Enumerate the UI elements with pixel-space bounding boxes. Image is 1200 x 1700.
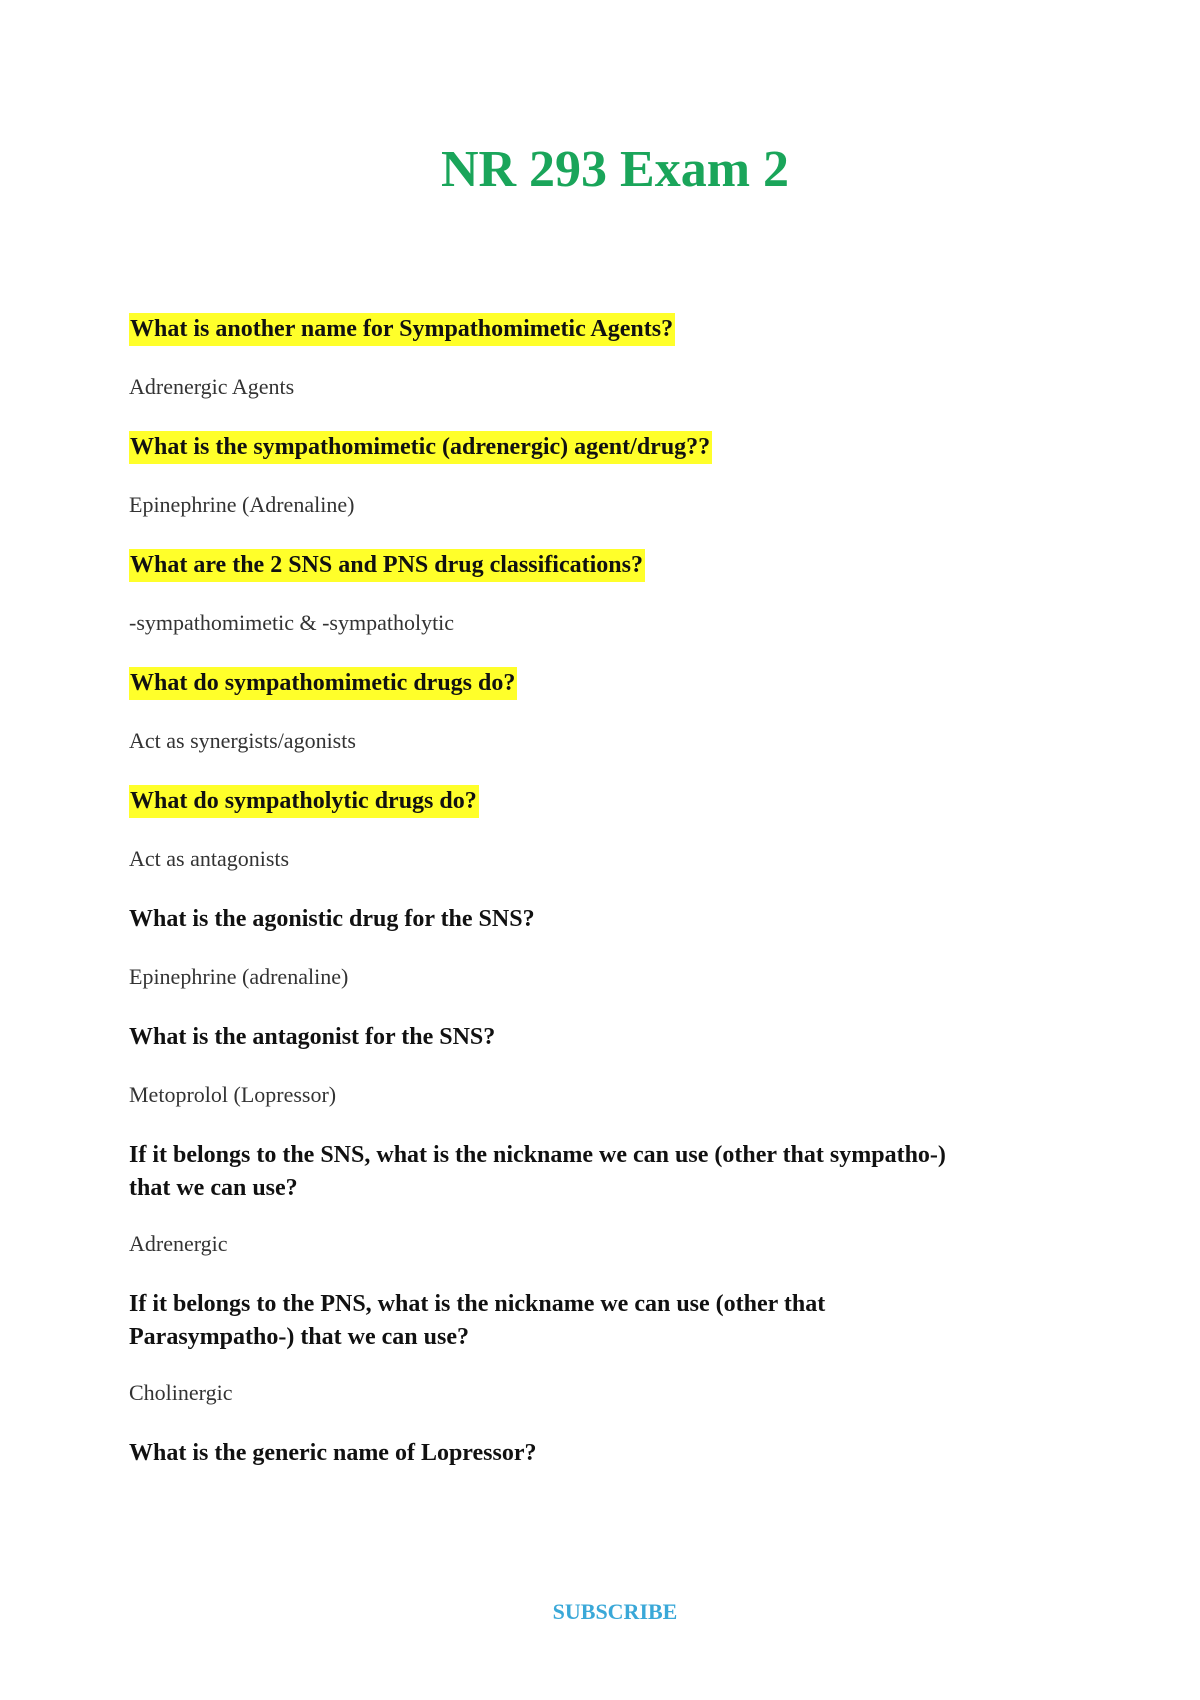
qa-item-7 bbox=[129, 1021, 1089, 1054]
answer: Epinephrine (adrenaline) bbox=[129, 964, 349, 989]
question-line-2: that we can use? bbox=[129, 1175, 298, 1201]
qa-item-8 bbox=[129, 1139, 1089, 1205]
qa-item-2 bbox=[129, 431, 1089, 464]
highlighted-question-text: What is the sympathomimetic (adrenergic) agent/drug?? bbox=[129, 431, 712, 464]
document-title: NR 293 Exam 2 bbox=[440, 141, 790, 198]
question bbox=[129, 431, 1089, 464]
qa-item-6 bbox=[129, 903, 1089, 936]
qa-item-4 bbox=[129, 667, 1089, 700]
question-line-1: If it belongs to the PNS, what is the nickname we can use (other that bbox=[129, 1291, 826, 1317]
question bbox=[129, 313, 1089, 346]
answer-9 bbox=[129, 1378, 1089, 1408]
answer-3 bbox=[129, 608, 1089, 638]
answer-2 bbox=[129, 490, 1089, 520]
qa-item-9 bbox=[129, 1288, 1089, 1354]
answer: Epinephrine (Adrenaline) bbox=[129, 492, 355, 517]
qa-item-10 bbox=[129, 1437, 1089, 1470]
highlighted-question-text: What do sympathomimetic drugs do? bbox=[129, 667, 517, 700]
answer: -sympathomimetic & -sympatholytic bbox=[129, 610, 455, 635]
question bbox=[129, 667, 1089, 700]
answer-6 bbox=[129, 962, 1089, 992]
answer: Act as antagonists bbox=[129, 846, 290, 871]
question-line-1: If it belongs to the SNS, what is the nickname we can use (other that sympatho-) bbox=[129, 1142, 946, 1168]
question bbox=[129, 549, 1089, 582]
answer: Cholinergic bbox=[129, 1380, 233, 1405]
qa-item-5 bbox=[129, 785, 1089, 818]
question: What is the agonistic drug for the SNS? bbox=[129, 906, 535, 932]
answer-1 bbox=[129, 372, 1089, 402]
answer: Act as synergists/agonists bbox=[129, 728, 356, 753]
highlighted-question-text: What are the 2 SNS and PNS drug classifications? bbox=[129, 549, 645, 582]
question: What is the generic name of Lopressor? bbox=[129, 1440, 537, 1466]
question bbox=[129, 785, 1089, 818]
answer: Adrenergic Agents bbox=[129, 374, 295, 399]
answer: Adrenergic bbox=[129, 1231, 228, 1256]
question-line-2: Parasympatho-) that we can use? bbox=[129, 1324, 469, 1350]
answer-7 bbox=[129, 1080, 1089, 1110]
question: What is the antagonist for the SNS? bbox=[129, 1024, 496, 1050]
highlighted-question-text: What is another name for Sympathomimetic Agents? bbox=[129, 313, 675, 346]
qa-item-3 bbox=[129, 549, 1089, 582]
subscribe-link[interactable]: SUBSCRIBE bbox=[552, 1599, 678, 1624]
answer-5 bbox=[129, 844, 1089, 874]
answer-4 bbox=[129, 726, 1089, 756]
qa-item-1 bbox=[129, 313, 1089, 346]
answer-8 bbox=[129, 1229, 1089, 1259]
answer: Metoprolol (Lopressor) bbox=[129, 1082, 337, 1107]
highlighted-question-text: What do sympatholytic drugs do? bbox=[129, 785, 479, 818]
